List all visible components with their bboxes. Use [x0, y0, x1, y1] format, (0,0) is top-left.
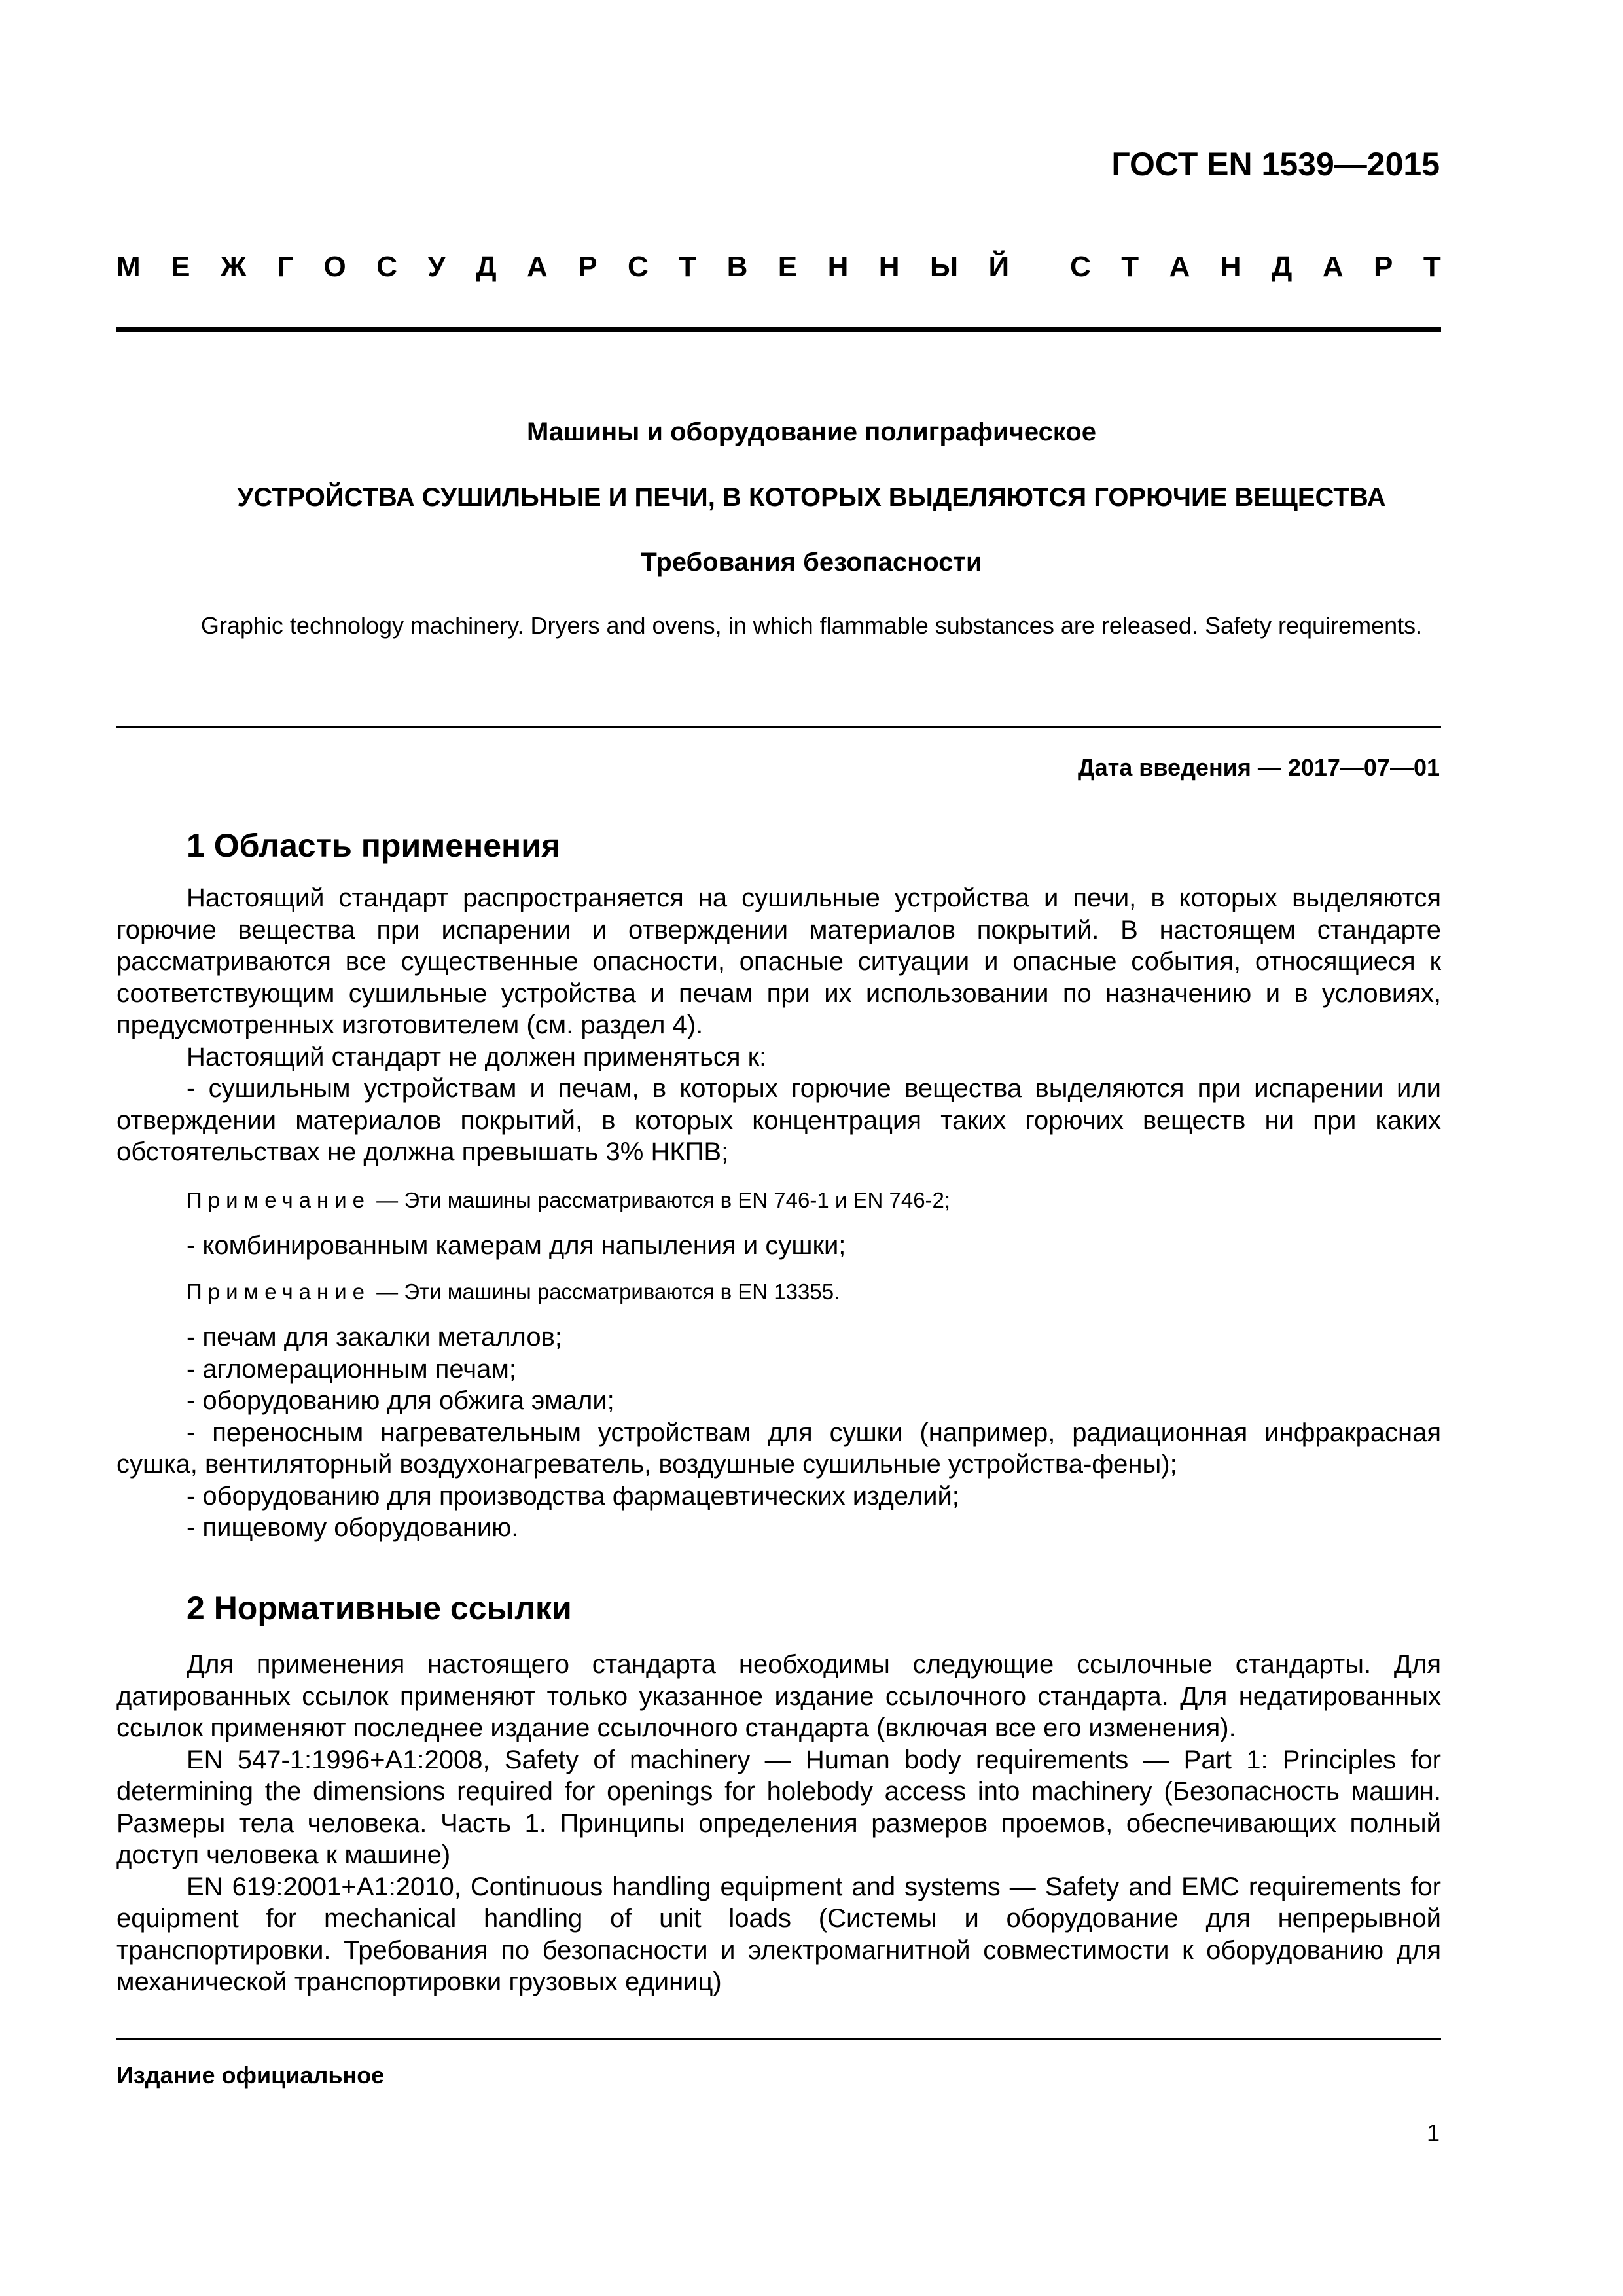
- spaced-letter: У: [427, 251, 446, 283]
- list-item: - агломерационным печам;: [187, 1354, 516, 1384]
- section-1-heading: 1 Область применения: [187, 827, 561, 864]
- spaced-letter: О: [323, 251, 346, 283]
- spaced-letter: Й: [988, 251, 1010, 283]
- spaced-letter: Т: [1423, 251, 1441, 283]
- list-item: - печам для закалки металлов;: [187, 1323, 562, 1352]
- spaced-letter: Д: [476, 251, 497, 283]
- interstate-standard-heading: [116, 251, 1441, 283]
- spaced-letter: А: [1322, 251, 1344, 283]
- paragraph: - сушильным устройствам и печам, в которых горючие вещества выделяются при испарении или отверждении материалов покрытий, в которых концентрация таких горючих веществ ни при каких обстоятельствах не должна превышать 3% НКПВ;: [116, 1074, 1441, 1166]
- reference-item: EN 619:2001+A1:2010, Continuous handling equipment and systems — Safety and EMC requirements for equipment for mechanical handling of unit loads (Системы и оборудование для непрерывной транспортировки. Требования по безопасности и электромагнитной совместимости к оборудованию для механической транспортировки грузовых единиц): [116, 1872, 1441, 1996]
- exclusion-list: [116, 1321, 1441, 1544]
- list-item: - переносным нагревательным устройствам для сушки (например, радиационная инфракрасная сушка, вентиляторный воздухонагреватель, воздушные сушильные устройства-фены);: [116, 1418, 1441, 1479]
- section-1-item: [116, 1230, 1441, 1262]
- spaced-letter: Т: [679, 251, 697, 283]
- spaced-letter: Ж: [220, 251, 247, 283]
- note-label: Примечание: [187, 1280, 371, 1304]
- list-item: - оборудованию для производства фармацевтических изделий;: [187, 1481, 959, 1511]
- spaced-letter: Н: [878, 251, 900, 283]
- standard-number: ГОСТ EN 1539—2015: [1111, 146, 1440, 183]
- paragraph: Настоящий стандарт распространяется на сушильные устройства и печи, в которых выделяются горючие вещества при испарении и отверждении материалов покрытий. В настоящем стандарте рассматриваются все существенные опасности, опасные ситуации и опасные события, относящиеся к соответствующим сушильные устройства и печам при их использовании по назначению и в условиях, предусмотренных изготовителем (см. раздел 4).: [116, 884, 1441, 1039]
- spaced-letter: Р: [578, 251, 597, 283]
- paragraph: Настоящий стандарт не должен применяться к:: [187, 1042, 767, 1071]
- spaced-letter: Р: [1374, 251, 1393, 283]
- page-number: 1: [1426, 2119, 1440, 2146]
- list-item: - пищевому оборудованию.: [187, 1513, 519, 1542]
- spaced-letter: С: [1070, 251, 1091, 283]
- section-2-body: [116, 1649, 1441, 1998]
- title-category: Машины и оборудование полиграфическое: [527, 418, 1096, 446]
- title-rule: [116, 726, 1441, 728]
- section-2-heading: 2 Нормативные ссылки: [187, 1590, 572, 1626]
- spaced-letter: М: [116, 251, 141, 283]
- paragraph: Для применения настоящего стандарта необходимы следующие ссылочные стандарты. Для датированных ссылок применяют только указанное издание ссылочного стандарта. Для недатированных ссылок применяют последнее издание ссылочного стандарта (включая все его изменения).: [116, 1650, 1441, 1742]
- spaced-letter: Е: [777, 251, 798, 283]
- spaced-letter: Ы: [930, 251, 959, 283]
- note-text: — Эти машины рассматриваются в EN 746-1 и EN 746-2;: [370, 1188, 951, 1212]
- introduction-date: Дата введения — 2017—07—01: [1077, 754, 1440, 781]
- spaced-letter: Е: [171, 251, 190, 283]
- spaced-letter: С: [628, 251, 649, 283]
- spaced-letter: Н: [827, 251, 849, 283]
- edition-label: Издание официальное: [116, 2062, 385, 2089]
- header-rule: [116, 327, 1441, 332]
- spaced-letter: С: [376, 251, 397, 283]
- reference-item: EN 547-1:1996+A1:2008, Safety of machinery — Human body requirements — Part 1: Principles for determining the dimensions required for openings for holebody access into machinery (Безопасность машин. Размеры тела человека. Часть 1. Принципы определения размеров проемов, обеспечивающих полный доступ человека к машине): [116, 1745, 1441, 1869]
- spaced-letter: Т: [1121, 251, 1139, 283]
- spaced-letter: А: [527, 251, 548, 283]
- spaced-letter: Н: [1220, 251, 1241, 283]
- list-item: - оборудованию для обжига эмали;: [187, 1386, 615, 1415]
- spaced-letter: А: [1169, 251, 1190, 283]
- paragraph: - комбинированным камерам для напыления и сушки;: [187, 1231, 846, 1260]
- spaced-letter: Д: [1272, 251, 1293, 283]
- title-main: УСТРОЙСТВА СУШИЛЬНЫЕ И ПЕЧИ, В КОТОРЫХ ВЫДЕЛЯЮТСЯ ГОРЮЧИЕ ВЕЩЕСТВА: [237, 483, 1386, 512]
- section-1-body: [116, 882, 1441, 1168]
- note: [187, 1280, 840, 1304]
- title-english: Graphic technology machinery. Dryers and ovens, in which flammable substances are released. Safety requirements.: [200, 612, 1423, 639]
- footer-rule: [116, 2038, 1441, 2040]
- note-label: Примечание: [187, 1188, 371, 1212]
- spaced-letter: В: [726, 251, 748, 283]
- note: [187, 1188, 950, 1213]
- title-subtitle: Требования безопасности: [641, 548, 982, 577]
- note-text: — Эти машины рассматриваются в EN 13355.: [370, 1280, 840, 1304]
- spaced-letter: Г: [277, 251, 294, 283]
